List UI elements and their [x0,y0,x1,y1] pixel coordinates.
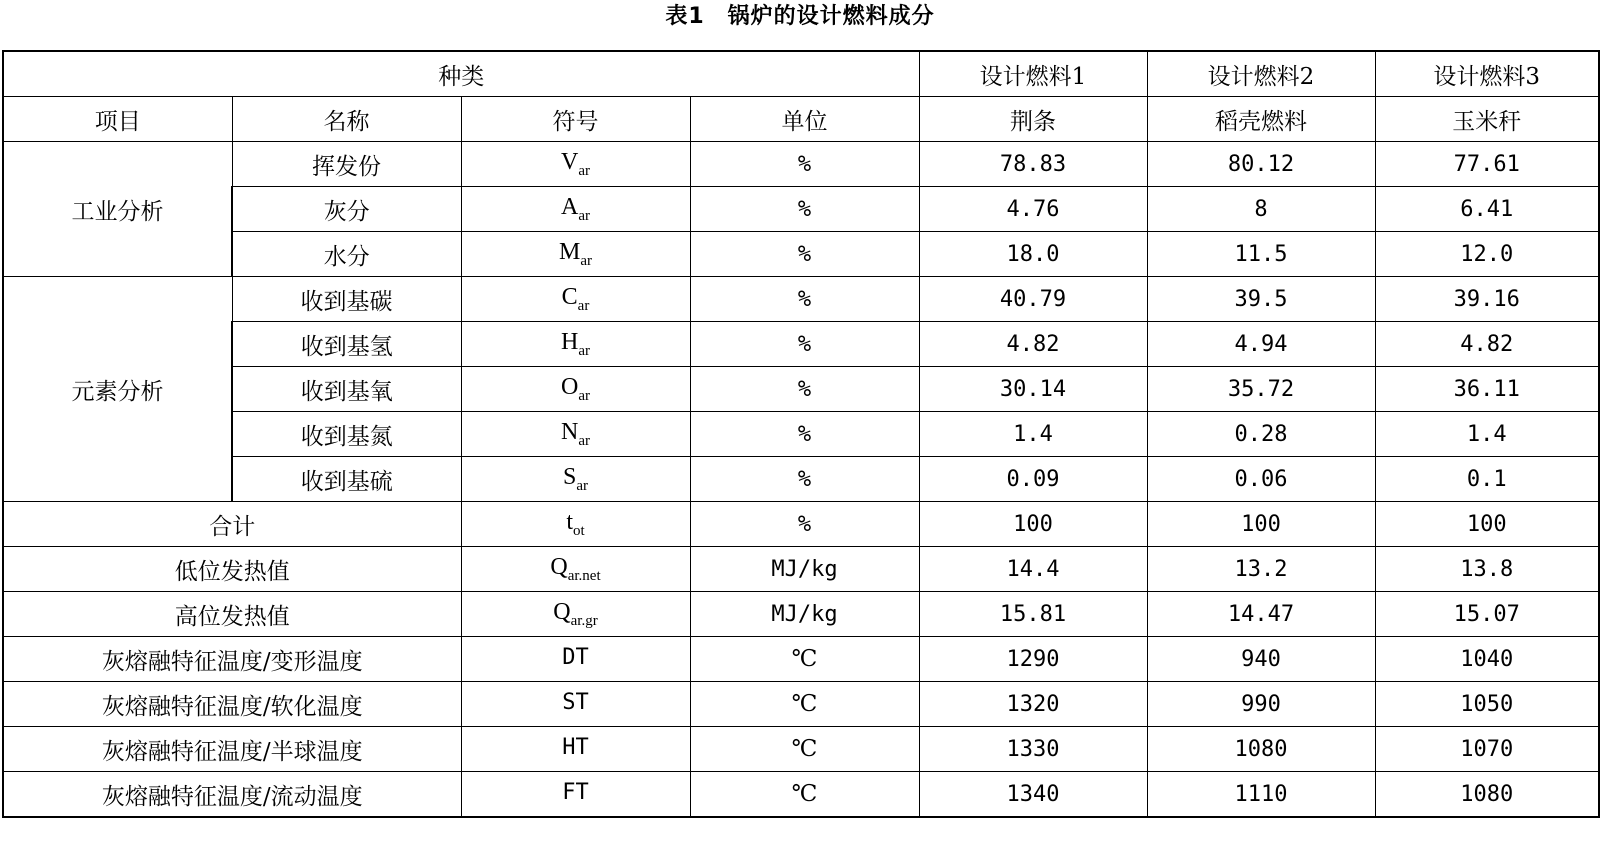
table-row [3,322,1599,367]
row-symbol: $A_{ar}$ [461,187,690,232]
header-category: 种类 [3,51,919,97]
row-unit: ℃ [690,682,919,727]
table-row [3,277,1599,322]
row-value-fuel1: 1320 [919,682,1147,727]
row-unit: % [690,277,919,322]
row-unit: MJ/kg [690,547,919,592]
row-symbol: ST [461,682,690,727]
row-value-fuel1: 100 [919,502,1147,547]
table-row [3,187,1599,232]
header-fuel1: 设计燃料1 [919,51,1147,97]
row-value-fuel2: 990 [1147,682,1375,727]
table-title: 表1 锅炉的设计燃料成分 [665,4,935,29]
group-elemental-analysis: 元素分析 [3,277,232,502]
row-value-fuel1: 1290 [919,637,1147,682]
row-unit: % [690,232,919,277]
table-row [3,412,1599,457]
row-unit: % [690,322,919,367]
table-row [3,232,1599,277]
row-value-fuel2: 11.5 [1147,232,1375,277]
table-row [3,772,1599,818]
header-row-2 [3,97,1599,142]
row-unit: % [690,187,919,232]
row-name: 灰熔融特征温度/软化温度 [3,682,461,727]
row-value-fuel3: 12.0 [1375,232,1599,277]
row-symbol: $O_{ar}$ [461,367,690,412]
row-value-fuel3: 0.1 [1375,457,1599,502]
row-unit: ℃ [690,727,919,772]
row-value-fuel3: 77.61 [1375,142,1599,187]
row-value-fuel3: 39.16 [1375,277,1599,322]
row-name: 收到基氢 [232,322,461,367]
row-name: 灰熔融特征温度/流动温度 [3,772,461,818]
row-value-fuel2: 8 [1147,187,1375,232]
row-name: 高位发热值 [3,592,461,637]
row-name: 收到基氧 [232,367,461,412]
row-symbol: $V_{ar}$ [461,142,690,187]
row-name: 收到基氮 [232,412,461,457]
row-unit: % [690,367,919,412]
row-symbol: $C_{ar}$ [461,277,690,322]
row-value-fuel2: 39.5 [1147,277,1375,322]
row-name: 收到基碳 [232,277,461,322]
row-value-fuel3: 4.82 [1375,322,1599,367]
row-symbol: $Q_{ar.net}$ [461,547,690,592]
row-value-fuel1: 18.0 [919,232,1147,277]
row-value-fuel1: 15.81 [919,592,1147,637]
row-value-fuel2: 0.28 [1147,412,1375,457]
row-symbol: DT [461,637,690,682]
header-fuel2-name: 稻壳燃料 [1147,97,1375,142]
row-value-fuel3: 1080 [1375,772,1599,818]
row-unit: % [690,142,919,187]
row-value-fuel2: 4.94 [1147,322,1375,367]
row-value-fuel1: 1330 [919,727,1147,772]
row-value-fuel3: 1040 [1375,637,1599,682]
row-name: 收到基硫 [232,457,461,502]
header-unit: 单位 [690,97,919,142]
row-value-fuel3: 13.8 [1375,547,1599,592]
row-value-fuel2: 0.06 [1147,457,1375,502]
row-name: 合计 [3,502,461,547]
row-symbol: HT [461,727,690,772]
row-value-fuel1: 78.83 [919,142,1147,187]
row-unit: % [690,412,919,457]
row-value-fuel1: 1340 [919,772,1147,818]
row-unit: % [690,457,919,502]
table-row [3,592,1599,637]
table-row [3,367,1599,412]
header-fuel2: 设计燃料2 [1147,51,1375,97]
row-symbol: $N_{ar}$ [461,412,690,457]
row-name: 灰熔融特征温度/半球温度 [3,727,461,772]
row-value-fuel2: 1110 [1147,772,1375,818]
row-value-fuel2: 14.47 [1147,592,1375,637]
row-value-fuel3: 100 [1375,502,1599,547]
row-value-fuel2: 35.72 [1147,367,1375,412]
table-row [3,637,1599,682]
row-name: 灰熔融特征温度/变形温度 [3,637,461,682]
header-fuel3: 设计燃料3 [1375,51,1599,97]
row-value-fuel3: 6.41 [1375,187,1599,232]
row-symbol: $H_{ar}$ [461,322,690,367]
row-value-fuel2: 100 [1147,502,1375,547]
row-value-fuel1: 14.4 [919,547,1147,592]
table-row [3,142,1599,187]
row-value-fuel1: 40.79 [919,277,1147,322]
row-value-fuel1: 30.14 [919,367,1147,412]
row-name: 灰分 [232,187,461,232]
row-name: 水分 [232,232,461,277]
row-unit: MJ/kg [690,592,919,637]
row-value-fuel1: 1.4 [919,412,1147,457]
table-row [3,727,1599,772]
row-value-fuel1: 0.09 [919,457,1147,502]
group-industrial-analysis: 工业分析 [3,142,232,277]
row-symbol: $M_{ar}$ [461,232,690,277]
header-name: 名称 [232,97,461,142]
row-symbol: $S_{ar}$ [461,457,690,502]
row-symbol: $Q_{ar.gr}$ [461,592,690,637]
table-row [3,682,1599,727]
row-name: 挥发份 [232,142,461,187]
row-value-fuel2: 80.12 [1147,142,1375,187]
header-symbol: 符号 [461,97,690,142]
row-unit: ℃ [690,637,919,682]
header-fuel3-name: 玉米秆 [1375,97,1599,142]
row-value-fuel3: 1.4 [1375,412,1599,457]
row-value-fuel3: 36.11 [1375,367,1599,412]
table-row [3,502,1599,547]
row-symbol: FT [461,772,690,818]
row-value-fuel2: 1080 [1147,727,1375,772]
row-symbol: $t_{ot}$ [461,502,690,547]
table-row [3,547,1599,592]
row-name: 低位发热值 [3,547,461,592]
row-unit: ℃ [690,772,919,818]
row-value-fuel2: 940 [1147,637,1375,682]
row-value-fuel2: 13.2 [1147,547,1375,592]
table-row [3,457,1599,502]
header-fuel1-name: 荆条 [919,97,1147,142]
row-unit: % [690,502,919,547]
header-row-1 [3,51,1599,97]
fuel-composition-table [2,50,1600,818]
row-value-fuel1: 4.76 [919,187,1147,232]
row-value-fuel3: 1050 [1375,682,1599,727]
header-item: 项目 [3,97,232,142]
row-value-fuel3: 15.07 [1375,592,1599,637]
row-value-fuel3: 1070 [1375,727,1599,772]
row-value-fuel1: 4.82 [919,322,1147,367]
